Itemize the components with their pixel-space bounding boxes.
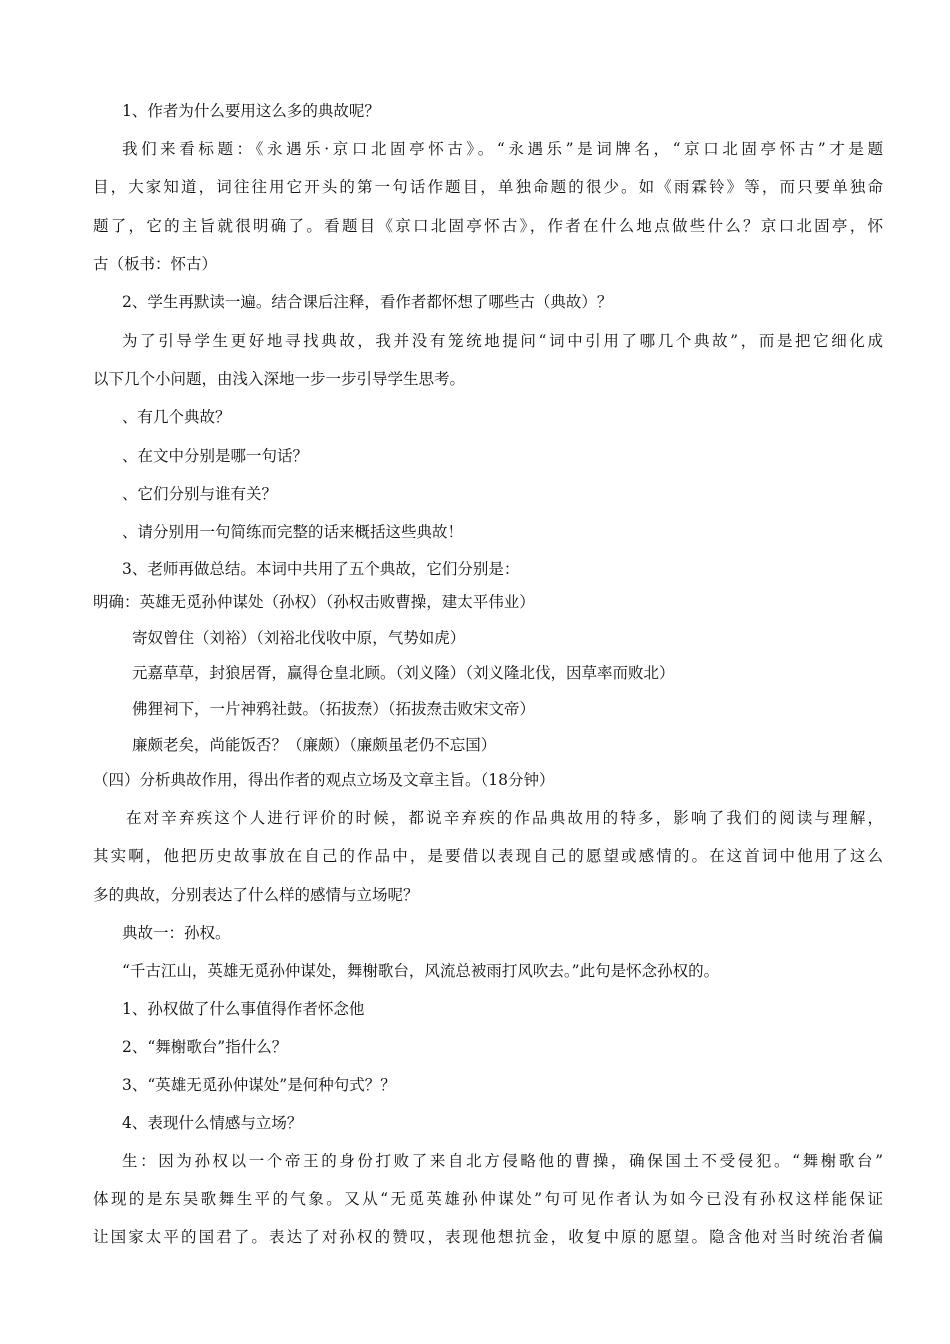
list-item: 2、“舞榭歌台”指什么？ (122, 1038, 288, 1056)
text-line: 2、学生再默读一遍。结合课后注释，看作者都怀想了哪些古（典故）？ (122, 293, 613, 311)
list-item: 1、孙权做了什么事值得作者怀念他 (122, 1000, 365, 1018)
text-line: 我们来看标题：《永遇乐·京口北固亭怀古》。“永遇乐”是词牌名，“京口北固亭怀古”才是题 (122, 140, 883, 158)
text-line: 目，大家知道，词往往用它开头的第一句话作题目，单独命题的很少。如《雨霖铃》等，而只要单独命 (93, 178, 883, 196)
list-item: 寄奴曾住（刘裕）（刘裕北伐收中原，气势如虎） (132, 629, 466, 647)
text-line: 以下几个小问题，由浅入深地一步一步引导学生思考。 (93, 370, 466, 388)
text-line: 生：因为孙权以一个帝王的身份打败了来自北方侵略他的曹操，确保国土不受侵犯。“舞榭歌台” (122, 1152, 883, 1170)
text-line: 为了引导学生更好地寻找典故，我并没有笼统地提问“词中引用了哪几个典故”，而是把它细化成 (122, 332, 883, 350)
text-line: 古（板书：怀古） (93, 255, 218, 273)
list-item: 4、表现什么情感与立场？ (122, 1114, 303, 1132)
text-line: 其实啊，他把历史故事放在自己的作品中，是要借以表现自己的愿望或感情的。在这首词中他用了这么 (93, 847, 883, 865)
list-item: 佛狸祠下，一片神鸦社鼓。（拓拔焘）（拓拔焘击败宋文帝） (132, 700, 536, 718)
text-line: 明确：英雄无觅孙仲谋处（孙权）（孙权击败曹操，建太平伟业） (93, 593, 535, 611)
list-item: 、在文中分别是哪一句话？ (122, 447, 309, 465)
text-line: 让国家太平的国君了。表达了对孙权的赞叹，表现他想抗金，收复中原的愿望。隐含他对当时统治者偏 (93, 1228, 883, 1246)
text-line: 典故一：孙权。 (122, 924, 231, 942)
list-item: 元嘉草草，封狼居胥，赢得仓皇北顾。（刘义隆）（刘义隆北伐，因草率而败北） (132, 664, 675, 682)
list-item: 、它们分别与谁有关？ (122, 485, 278, 503)
list-item: 3、“英雄无觅孙仲谋处”是何种句式？？ (122, 1076, 396, 1094)
text-line: “千古江山，英雄无觅孙仲谋处，舞榭歌台，风流总被雨打风吹去。”此句是怀念孙权的。 (122, 962, 720, 980)
list-item: 廉颇老矣，尚能饭否？（廉颇）（廉颇虽老仍不忘国） (132, 736, 497, 754)
list-item: 、有几个典故？ (122, 408, 231, 426)
list-item: 、请分别用一句简练而完整的话来概括这些典故！ (122, 523, 464, 541)
text-line: 题了，它的主旨就很明确了。看题目《京口北固亭怀古》，作者在什么地点做些什么？京口北固亭，怀 (93, 217, 883, 235)
section-heading: （四）分析典故作用，得出作者的观点立场及文章主旨。（18分钟） (93, 771, 555, 789)
text-line: 体现的是东吴歌舞生平的气象。又从“无觅英雄孙仲谋处”句可见作者认为如今已没有孙权这样能保证 (93, 1190, 883, 1208)
text-line: 3、老师再做总结。本词中共用了五个典故，它们分别是： (122, 560, 520, 578)
text-line: 在对辛弃疾这个人进行评价的时候，都说辛弃疾的作品典故用的特多，影响了我们的阅读与理解， (126, 809, 883, 827)
text-line: 1、作者为什么要用这么多的典故呢？ (122, 102, 380, 120)
text-line: 多的典故，分别表达了什么样的感情与立场呢？ (93, 886, 419, 904)
